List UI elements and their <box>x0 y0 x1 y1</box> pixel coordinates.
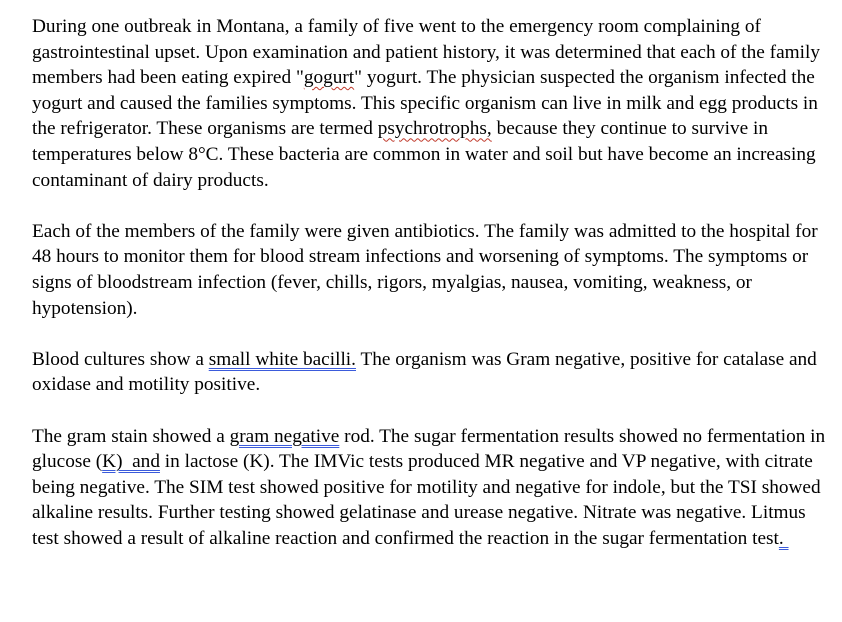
text-run: because they continue to survive in temperatures below 8°C. These bacteria are common in water and soil but have become an increasing contaminant of dairy products. <box>32 118 816 191</box>
paragraph-antibiotics <box>32 219 832 321</box>
text-run: Each of the members of the family were given antibiotics. The family was admitted to the hospital for 48 hours to monitor them for blood stream infections and worsening of symptoms. The symptoms or signs of bloodstream infection (fever, chills, rigors, myalgias, nausea, vomiting, weakness, or hypotension). <box>32 220 818 319</box>
grammar-flag-period[interactable]: . <box>778 527 789 549</box>
spelling-flag-gogurt[interactable]: gogurt <box>303 67 355 89</box>
text-run: The organism was Gram negative, positive for catalase and oxidase and motility positive. <box>32 348 817 396</box>
paragraph-outbreak <box>32 14 832 193</box>
paragraph-gram-stain <box>32 424 832 552</box>
paragraph-blood-cultures <box>32 347 832 398</box>
document-body <box>32 14 832 551</box>
text-run: The gram stain showed a <box>32 425 230 447</box>
grammar-flag-small-white-bacilli[interactable]: small white bacilli. <box>208 348 356 370</box>
text-run: During one outbreak in Montana, a family of five went to the emergency room complaining of gastrointestinal upset. Upon examination and patient history, it was determined that each of the family members had been eating expired " <box>32 16 820 89</box>
text-run: in lactose (K). The IMVic tests produced MR negative and VP negative, with citrate being negative. The SIM test showed positive for motility and negative for indole, but the TSI showed alkaline results. Further testing showed gelatinase and urease negative. Nitrate was negative. Litmus test showed a result of alkaline reaction and confirmed the reaction in the sugar fermentation test <box>32 451 821 549</box>
grammar-flag-gram-negative[interactable]: gram negative <box>229 425 340 447</box>
text-run: " yogurt. The physician suspected the organism infected the yogurt and caused the families symptoms. This specific organism can live in milk and egg products in the refrigerator. These organisms are termed <box>32 67 818 140</box>
grammar-flag-k-and[interactable]: K) and <box>102 451 160 473</box>
text-run: rod. The sugar fermentation results showed no fermentation in glucose ( <box>32 425 826 473</box>
text-run: Blood cultures show a <box>32 348 209 370</box>
spelling-flag-psychrotrophs[interactable]: psychrotrophs, <box>377 118 492 140</box>
